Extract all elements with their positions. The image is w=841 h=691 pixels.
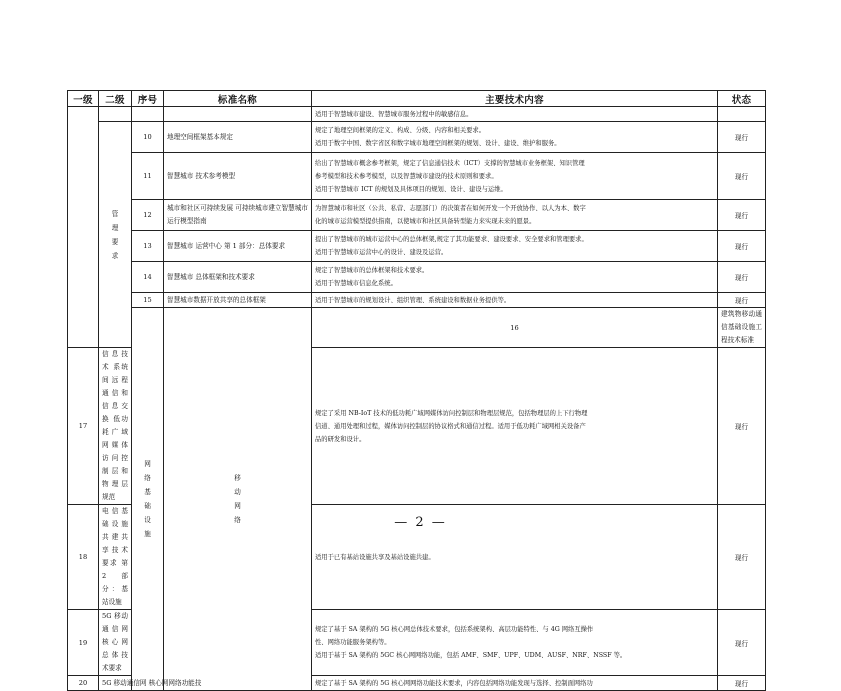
seq-cell: 16 <box>312 308 718 348</box>
name-cell: 建筑物移动通信基础设施工程技术标准 <box>718 308 766 348</box>
seq-cell: 15 <box>132 293 164 308</box>
status-cell-blank <box>718 107 766 122</box>
table-row <box>68 231 766 262</box>
content-cell: 规定了采用 NB-IoT 技术的低功耗广域网媒体访问控制层和物理层规范，包括物理层的上下行物理 信道、通用处理和过程，媒体访问控制层的协议格式和通信过程。适用于低功耗广域网相关设备产 品的研发和设计。 <box>312 348 718 505</box>
table-row <box>68 308 766 348</box>
seq-cell: 18 <box>68 505 99 610</box>
seq-cell-blank <box>132 107 164 122</box>
seq-cell: 11 <box>132 153 164 200</box>
table-row-carryover <box>68 107 766 122</box>
table-row <box>68 293 766 308</box>
seq-cell: 14 <box>132 262 164 293</box>
name-cell: 城市和社区可持续发展 可持续城市建立智慧城市运行模型指南 <box>164 200 312 231</box>
status-cell: 现行 <box>718 293 766 308</box>
content-cell: 规定了基于 SA 架构的 5G 核心网总体技术要求，包括系统架构、高层功能特性、与 4G 网络互操作 性、网络功能服务架构等。 适用于基于 SA 架构的 5GC 核心网网络功能，包括 AMF、SMF、UPF、UDM、AUSF、NRF、NSSF 等。 <box>312 610 718 676</box>
status-cell: 现行 <box>718 200 766 231</box>
content-cell: 适用于已有基站设施共享及基站设施共建。 <box>312 505 718 610</box>
level1-label-network: 网络基础设施 <box>144 460 151 538</box>
status-cell: 现行 <box>718 262 766 293</box>
content-cell: 给出了智慧城市概念参考框架，规定了信息通信技术（ICT）支撑的智慧城市业务框架、知识管理 参考模型和技术参考模型，以及智慧城市建设的技术原则和要求。 适用于智慧城市 ICT 的规划及具体项目的规划、设计、建设与运维。 <box>312 153 718 200</box>
name-cell-blank <box>164 107 312 122</box>
name-cell: 信息技术 系统间远程通信和信息交换 低功耗广域网媒体访问控制层和物理层规范 <box>99 348 132 505</box>
status-cell: 现行 <box>718 505 766 610</box>
name-cell: 智慧城市 总体框架和技术要求 <box>164 262 312 293</box>
seq-cell: 10 <box>132 122 164 153</box>
level2-label-mobile: 移动网络 <box>234 474 241 524</box>
seq-cell: 13 <box>132 231 164 262</box>
content-cell: 适用于智慧城市建设、智慧城市服务过程中的敏感信息。 <box>312 107 718 122</box>
level2-cell-blank <box>99 107 132 122</box>
level2-cell-mobile <box>164 308 312 691</box>
name-cell: 5G 移动通信网 核心网网络功能技 <box>99 676 132 691</box>
name-cell: 地理空间框架基本规定 <box>164 122 312 153</box>
header-level2: 二级 <box>99 91 132 107</box>
status-cell: 现行 <box>718 348 766 505</box>
level1-cell-network <box>132 308 164 691</box>
name-cell: 电信基础设施共建共享技术要求 第 2 部分：基站设施 <box>99 505 132 610</box>
level2-cell-mgmt <box>99 122 132 348</box>
status-cell: 现行 <box>718 231 766 262</box>
name-cell: 智慧城市 技术参考模型 <box>164 153 312 200</box>
table-row <box>68 262 766 293</box>
header-status: 状态 <box>718 91 766 107</box>
level1-cell-blank <box>68 107 99 348</box>
name-cell: 5G 移动通信网 核心网总体技术要求 <box>99 610 132 676</box>
header-name: 标准名称 <box>164 91 312 107</box>
table-header-row <box>68 91 766 107</box>
status-cell: 现行 <box>718 610 766 676</box>
seq-cell: 17 <box>68 348 99 505</box>
seq-cell: 20 <box>68 676 99 691</box>
table-row <box>68 122 766 153</box>
standards-table <box>67 90 766 691</box>
level2-label-mgmt: 管理要求 <box>111 209 119 260</box>
content-cell: 为智慧城市和社区（公共、私营、志愿部门）的决策者在如何开发一个开放协作、以人为本、数字 化的城市运营模型提供指南，以使城市和社区具备转型能力来实现未来的愿景。 <box>312 200 718 231</box>
standards-table-sheet <box>67 90 765 691</box>
name-cell: 智慧城市 运营中心 第 1 部分：总体要求 <box>164 231 312 262</box>
seq-cell: 19 <box>68 610 99 676</box>
header-seq: 序号 <box>132 91 164 107</box>
content-cell: 适用于智慧城市的规划设计、组织管理、系统建设和数据业务提供等。 <box>312 293 718 308</box>
header-level1: 一级 <box>68 91 99 107</box>
status-cell: 现行 <box>718 122 766 153</box>
page-number: — 2 — <box>394 515 447 530</box>
seq-cell: 12 <box>132 200 164 231</box>
content-cell: 规定了基于 SA 架构的 5G 核心网网络功能技术要求，内容包括网络功能发现与选择、控制面网络功 <box>312 676 718 691</box>
name-cell: 智慧城市数据开放共享的总体框架 <box>164 293 312 308</box>
content-cell: 提出了智慧城市的城市运营中心的总体框架,规定了其功能要求、建设要求、安全要求和管理要求。 适用于智慧城市运营中心的设计、建设及运营。 <box>312 231 718 262</box>
table-row <box>68 200 766 231</box>
content-cell: 规定了地理空间框架的定义、构成、分级、内容和相关要求。 适用于数字中国、数字省区和数字城市地理空间框架的规划、设计、建设、维护和服务。 <box>312 122 718 153</box>
status-cell: 现行 <box>718 676 766 691</box>
table-row <box>68 153 766 200</box>
content-cell: 规定了智慧城市的总体框架和技术要求。 适用于智慧城市信息化系统。 <box>312 262 718 293</box>
status-cell: 现行 <box>718 153 766 200</box>
header-content: 主要技术内容 <box>312 91 718 107</box>
